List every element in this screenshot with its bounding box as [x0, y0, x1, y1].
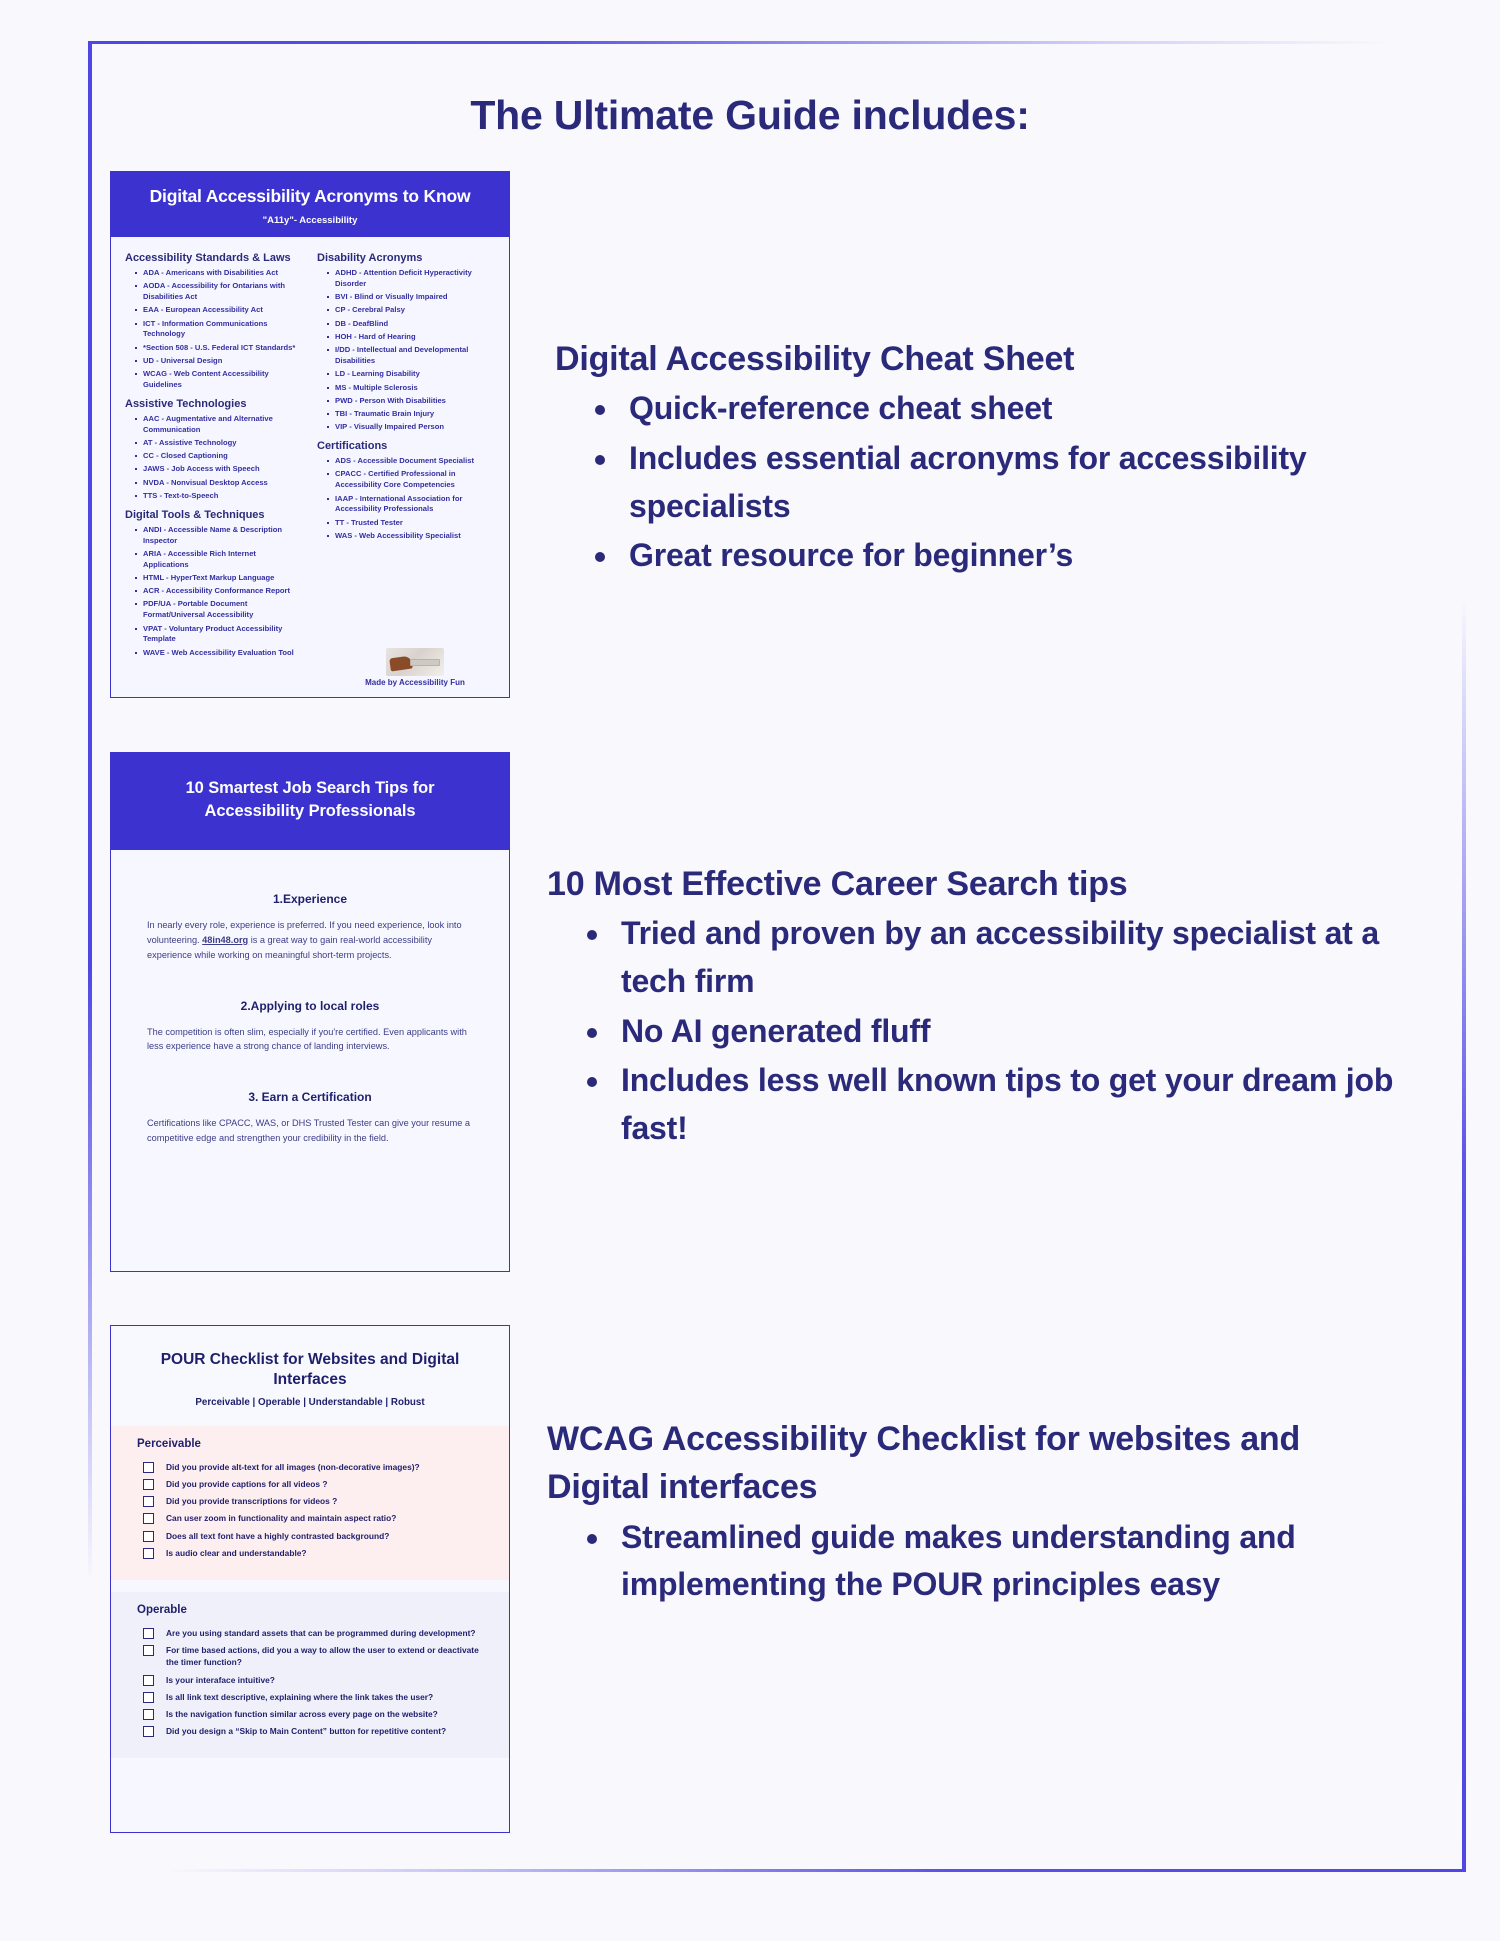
job-tips-copy-heading: 10 Most Effective Career Search tips [547, 865, 1128, 903]
checklist-label: Are you using standard assets that can be programmed during development? [166, 1628, 476, 1639]
tip-text-before-link: In nearly every role, experience is preferred. If you need experience, look into volunteering. [147, 919, 462, 945]
list-item: I/DD - Intellectual and Developmental Disabilities [327, 345, 495, 367]
tip-heading: 2.Applying to local roles [240, 998, 380, 1013]
checkbox-icon[interactable] [143, 1645, 154, 1656]
checkbox-icon[interactable] [143, 1462, 154, 1473]
volunteering-link[interactable]: 48in48.org [202, 934, 249, 945]
checklist-item[interactable] [137, 1627, 483, 1639]
checklist-item[interactable] [137, 1478, 483, 1490]
job-tips-copy [547, 860, 1407, 1153]
checklist-label: For time based actions, did you a way to allow the user to extend or deactivate the timer function? [166, 1645, 479, 1668]
job-tips-preview-card [110, 752, 510, 1272]
tip-heading: 3. Earn a Certification [248, 1090, 372, 1105]
pour-checklist-preview-card [110, 1325, 510, 1833]
list-item: BVI - Blind or Visually Impaired [327, 292, 495, 303]
list-item: Quick-reference cheat sheet [555, 385, 1385, 433]
list-item: Great resource for beginner’s [555, 532, 1385, 580]
list-item: NVDA - Nonvisual Desktop Access [135, 478, 303, 489]
cheat-sheet-card-title: Digital Accessibility Acronyms to Know [149, 186, 471, 206]
list-item: UD - Universal Design [135, 356, 303, 367]
list-item: PWD - Person With Disabilities [327, 396, 495, 407]
pour-card-title: POUR Checklist for Websites and Digital Interfaces [160, 1351, 460, 1389]
list-item: HTML - HyperText Markup Language [135, 573, 303, 584]
checklist-item[interactable] [137, 1495, 483, 1507]
checklist-label: Does all text font have a highly contrasted background? [166, 1530, 390, 1541]
pour-card-header [111, 1326, 509, 1426]
checklist-item[interactable] [137, 1691, 483, 1703]
tip-body [147, 918, 473, 963]
brand-logo-icon [386, 648, 444, 676]
pour-copy-bullets [547, 1514, 1347, 1609]
list-item: AODA - Accessibility for Ontarians with Disabilities Act [135, 281, 303, 303]
section-heading: Accessibility Standards & Laws [125, 252, 291, 264]
checklist-label: Can user zoom in functionality and maintain aspect ratio? [166, 1513, 397, 1524]
checklist-label: Is all link text descriptive, explaining where the link takes the user? [166, 1691, 434, 1702]
list-item: LD - Learning Disability [327, 369, 495, 380]
list-item: VIP - Visually Impaired Person [327, 422, 495, 433]
checklist-label: Did you design a “Skip to Main Content” button for repetitive content? [166, 1726, 447, 1737]
pour-group-divider [111, 1580, 509, 1592]
footer-caption: Made by Accessibility Fun [365, 678, 465, 687]
list-item: WAVE - Web Accessibility Evaluation Tool [135, 648, 303, 659]
list-item: ADHD - Attention Deficit Hyperactivity Disorder [327, 268, 495, 290]
list-item: CP - Cerebral Palsy [327, 305, 495, 316]
cheat-sheet-column-right [317, 252, 495, 661]
decorative-frame-left [88, 41, 92, 1581]
section-heading: Digital Tools & Techniques [125, 508, 265, 521]
pour-copy [547, 1415, 1347, 1609]
list-item: *Section 508 - U.S. Federal ICT Standards* [135, 343, 303, 354]
list-item: JAWS - Job Access with Speech [135, 464, 303, 475]
pour-group-perceivable [111, 1426, 509, 1580]
section-list [125, 414, 303, 502]
tip-heading: 1.Experience [272, 891, 348, 906]
decorative-frame-bottom [166, 1869, 1466, 1872]
pour-group-operable [111, 1592, 509, 1758]
list-item: CC - Closed Captioning [135, 451, 303, 462]
list-item: ARIA - Accessible Rich Internet Applications [135, 549, 303, 571]
checklist-item[interactable] [137, 1461, 483, 1473]
list-item: ICT - Information Communications Technology [135, 319, 303, 341]
list-item: DB - DeafBlind [327, 319, 495, 330]
checkbox-icon[interactable] [143, 1531, 154, 1542]
checklist-label: Did you provide alt-text for all images (non-decorative images)? [166, 1461, 420, 1472]
list-item: WAS - Web Accessibility Specialist [327, 531, 495, 542]
list-item: ADS - Accessible Document Specialist [327, 456, 495, 467]
list-item: ACR - Accessibility Conformance Report [135, 586, 303, 597]
checkbox-icon[interactable] [143, 1675, 154, 1686]
cheat-sheet-copy-bullets [555, 385, 1385, 580]
checkbox-icon[interactable] [143, 1726, 154, 1737]
checkbox-icon[interactable] [143, 1548, 154, 1559]
list-item: Includes essential acronyms for accessibility specialists [555, 435, 1385, 530]
list-item: CPACC - Certified Professional in Accessibility Core Competencies [327, 469, 495, 491]
section-list [317, 456, 495, 541]
section-list [125, 525, 303, 659]
checkbox-icon[interactable] [143, 1628, 154, 1639]
tip-section [147, 999, 473, 1055]
tip-section [147, 1090, 473, 1146]
cheat-sheet-footer [335, 648, 495, 687]
job-tips-copy-bullets [547, 910, 1407, 1152]
cheat-sheet-column-left [125, 252, 303, 661]
page-title: The Ultimate Guide includes: [470, 92, 1030, 138]
cheat-sheet-card-header [111, 172, 509, 237]
list-item: PDF/UA - Portable Document Format/Universal Accessibility [135, 599, 303, 621]
list-item: HOH - Hard of Hearing [327, 332, 495, 343]
job-tips-card-header [111, 753, 509, 850]
tip-text-after-link: is a great way to gain real-world accessibility experience while working on meaningful short-term projects. [147, 934, 432, 960]
tip-body: The competition is often slim, especially if you're certified. Even applicants with less experience have a strong chance of landing interviews. [147, 1026, 467, 1052]
decorative-frame-top [88, 41, 1388, 44]
list-item: Includes less well known tips to get your dream job fast! [547, 1057, 1407, 1152]
list-item: AAC - Augmentative and Alternative Communication [135, 414, 303, 436]
checklist-item[interactable] [137, 1547, 483, 1559]
checklist-label: Is audio clear and understandable? [166, 1547, 307, 1558]
checklist-item[interactable] [137, 1644, 483, 1668]
checklist-item[interactable] [137, 1530, 483, 1542]
section-heading: Certifications [317, 440, 388, 453]
pour-card-subtitle: Perceivable | Operable | Understandable | Robust [195, 1396, 425, 1408]
pour-group-heading: Operable [137, 1604, 187, 1617]
section-list [317, 268, 495, 433]
cheat-sheet-copy [555, 335, 1385, 580]
list-item: Tried and proven by an accessibility specialist at a tech firm [547, 910, 1407, 1005]
cheat-sheet-columns [111, 237, 509, 661]
pour-copy-heading: WCAG Accessibility Checklist for websites and Digital interfaces [547, 1420, 1301, 1507]
checklist-item[interactable] [137, 1708, 483, 1720]
section-heading: Disability Acronyms [317, 252, 423, 264]
checkbox-icon[interactable] [143, 1496, 154, 1507]
decorative-frame-right [1462, 600, 1466, 1870]
checkbox-icon[interactable] [143, 1709, 154, 1720]
tip-body: Certifications like CPACC, WAS, or DHS Trusted Tester can give your resume a competitive edge and strengthen your credibility in the field. [147, 1118, 471, 1144]
checkbox-icon[interactable] [143, 1692, 154, 1703]
cheat-sheet-copy-heading: Digital Accessibility Cheat Sheet [555, 340, 1075, 378]
list-item: Streamlined guide makes understanding and implementing the POUR principles easy [547, 1514, 1347, 1609]
list-item: MS - Multiple Sclerosis [327, 383, 495, 394]
checklist-item[interactable] [137, 1674, 483, 1686]
job-tips-card-title: 10 Smartest Job Search Tips for Accessibility Professionals [185, 779, 435, 821]
list-item: VPAT - Voluntary Product Accessibility Template [135, 624, 303, 646]
checklist-label: Is your interaface intuitive? [166, 1674, 275, 1685]
checklist-item[interactable] [137, 1725, 483, 1737]
cheat-sheet-preview-card [110, 171, 510, 698]
list-item: TT - Trusted Tester [327, 518, 495, 529]
checklist-label: Did you provide captions for all videos ? [166, 1479, 328, 1490]
list-item: ANDI - Accessible Name & Description Inspector [135, 525, 303, 547]
checklist-label: Did you provide transcriptions for videos ? [166, 1496, 338, 1507]
list-item: No AI generated fluff [547, 1008, 1407, 1056]
list-item: ADA - Americans with Disabilities Act [135, 268, 303, 279]
section-list [125, 268, 303, 391]
checkbox-icon[interactable] [143, 1513, 154, 1524]
checkbox-icon[interactable] [143, 1479, 154, 1490]
checklist-label: Is the navigation function similar across every page on the website? [166, 1708, 438, 1719]
checklist-item[interactable] [137, 1512, 483, 1524]
list-item: TBI - Traumatic Brain Injury [327, 409, 495, 420]
list-item: TTS - Text-to-Speech [135, 491, 303, 502]
job-tips-card-body [111, 850, 509, 1146]
section-heading: Assistive Technologies [125, 397, 247, 410]
list-item: AT - Assistive Technology [135, 438, 303, 449]
tip-section [147, 892, 473, 963]
cheat-sheet-card-subtitle: "A11y"- Accessibility [262, 215, 358, 226]
list-item: IAAP - International Association for Accessibility Professionals [327, 494, 495, 516]
list-item: WCAG - Web Content Accessibility Guidelines [135, 369, 303, 391]
pour-group-heading: Perceivable [137, 1437, 201, 1450]
list-item: EAA - European Accessibility Act [135, 305, 303, 316]
